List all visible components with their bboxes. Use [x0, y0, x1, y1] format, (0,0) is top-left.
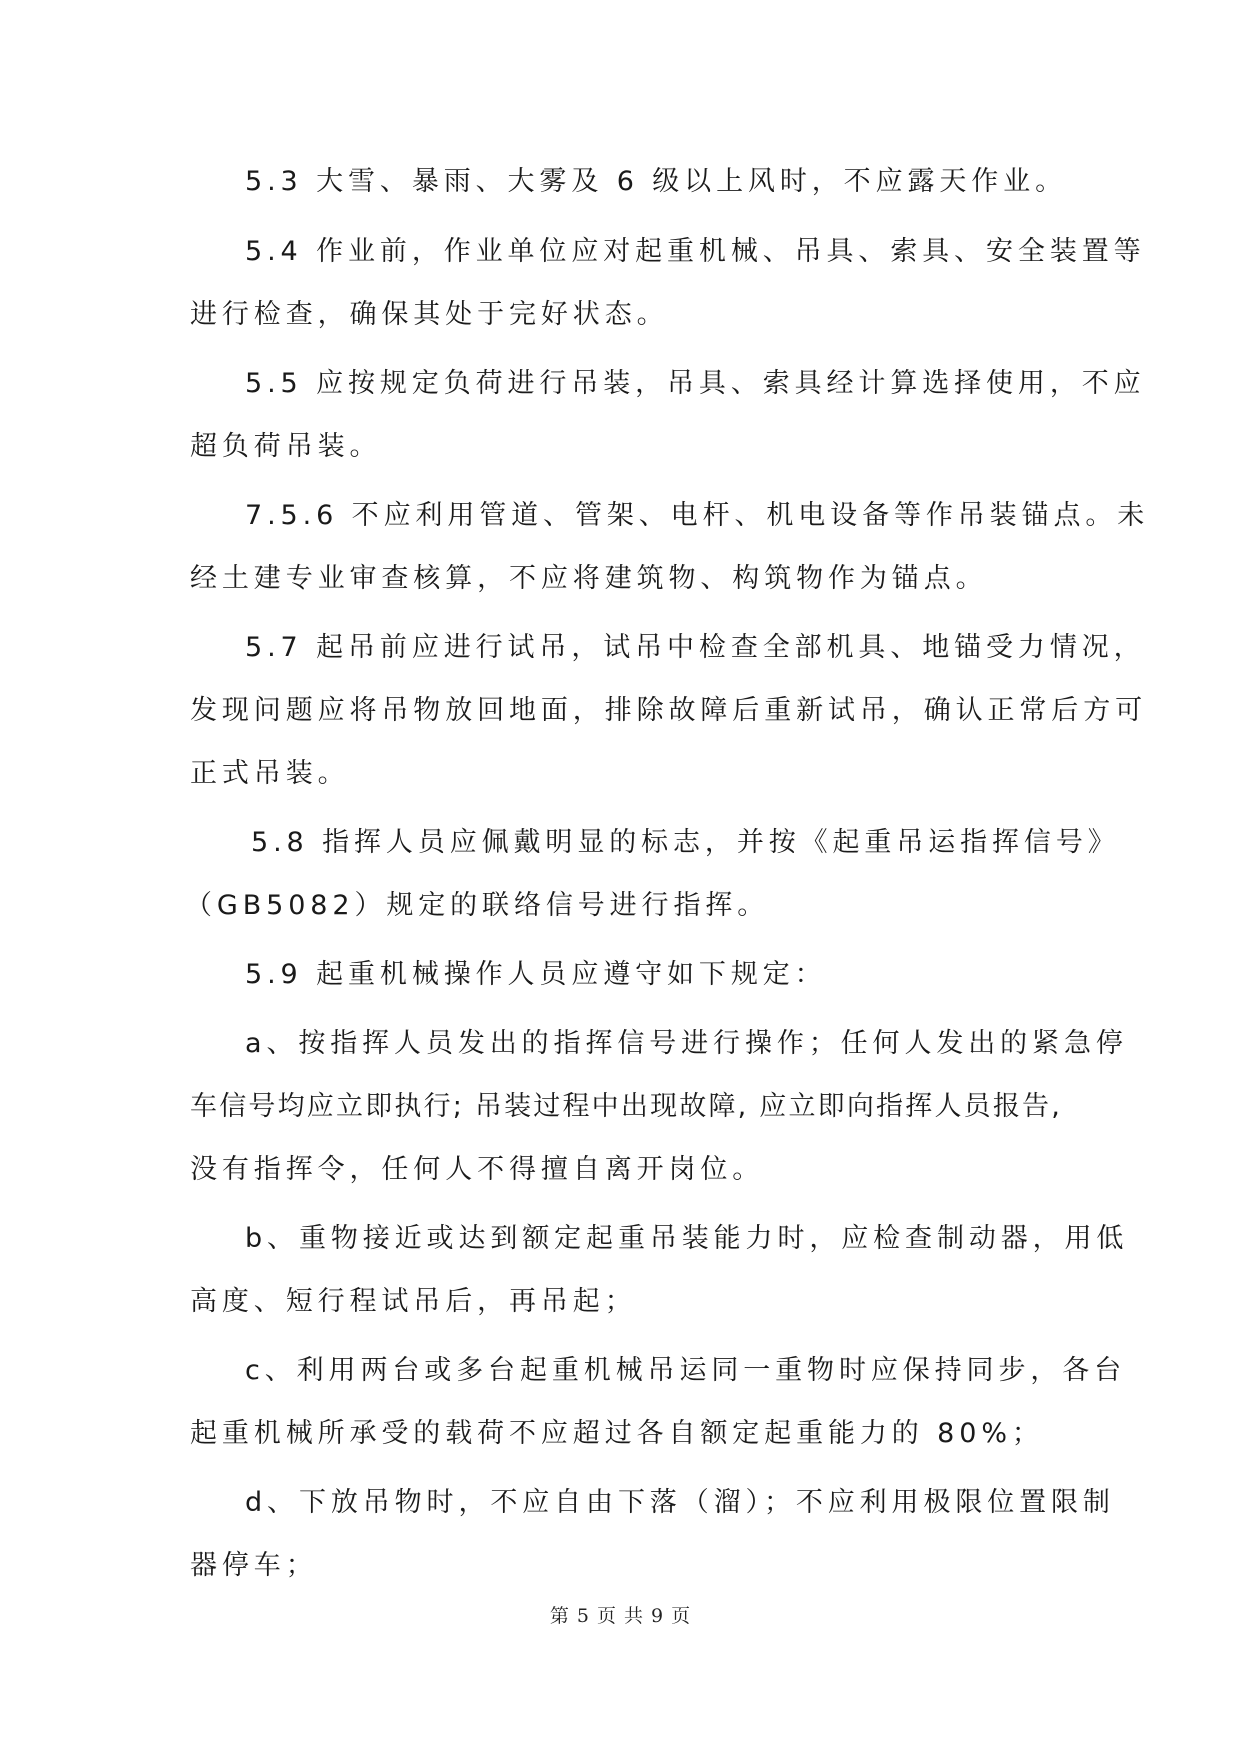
paragraph-5-7-line-2: 发现问题应将吊物放回地面，排除故障后重新试吊，确认正常后方可 — [190, 695, 1147, 726]
paragraph-5-5-line-1: 5.5 应按规定负荷进行吊装，吊具、索具经计算选择使用，不应 — [245, 368, 1146, 399]
paragraph-d-line-1: d、下放吊物时，不应自由下落（溜）；不应利用极限位置限制 — [245, 1487, 1115, 1518]
paragraph-a-line-3: 没有指挥令，任何人不得擅自离开岗位。 — [190, 1154, 765, 1185]
paragraph-5-4-line-1: 5.4 作业前，作业单位应对起重机械、吊具、索具、安全装置等 — [245, 236, 1146, 267]
paragraph-b-line-2: 高度、短行程试吊后，再吊起； — [190, 1286, 637, 1317]
paragraph-5-5-line-2: 超负荷吊装。 — [190, 431, 382, 462]
paragraph-5-9: 5.9 起重机械操作人员应遵守如下规定： — [245, 959, 827, 990]
paragraph-c-line-1: c、利用两台或多台起重机械吊运同一重物时应保持同步，各台 — [245, 1355, 1127, 1386]
paragraph-d-line-2: 器停车； — [190, 1550, 318, 1581]
paragraph-5-4-line-2: 进行检查，确保其处于完好状态。 — [190, 299, 669, 330]
paragraph-5-7-line-3: 正式吊装。 — [190, 758, 350, 789]
page-footer: 第 5 页 共 9 页 — [549, 1605, 692, 1627]
paragraph-7-5-6-line-2: 经土建专业审查核算，不应将建筑物、构筑物作为锚点。 — [190, 563, 988, 594]
paragraph-5-8-line-1: 5.8 指挥人员应佩戴明显的标志，并按《起重吊运指挥信号》 — [251, 827, 1120, 858]
paragraph-a-line-2: 车信号均应立即执行; 吊装过程中出现故障, 应立即向指挥人员报告, — [190, 1091, 1063, 1122]
paragraph-c-line-2: 起重机械所承受的载荷不应超过各自额定起重能力的 80%； — [190, 1418, 1044, 1449]
paragraph-5-3: 5.3 大雪、暴雨、大雾及 6 级以上风时，不应露天作业。 — [245, 166, 1067, 197]
paragraph-5-8-line-2: （GB5082）规定的联络信号进行指挥。 — [185, 890, 770, 921]
paragraph-5-7-line-1: 5.7 起吊前应进行试吊，试吊中检查全部机具、地锚受力情况， — [245, 632, 1146, 663]
paragraph-b-line-1: b、重物接近或达到额定起重吊装能力时，应检查制动器，用低 — [245, 1223, 1129, 1254]
paragraph-7-5-6-line-1: 7.5.6 不应利用管道、管架、电杆、机电设备等作吊装锚点。未 — [245, 500, 1150, 531]
paragraph-a-line-1: a、按指挥人员发出的指挥信号进行操作；任何人发出的紧急停 — [245, 1028, 1128, 1059]
